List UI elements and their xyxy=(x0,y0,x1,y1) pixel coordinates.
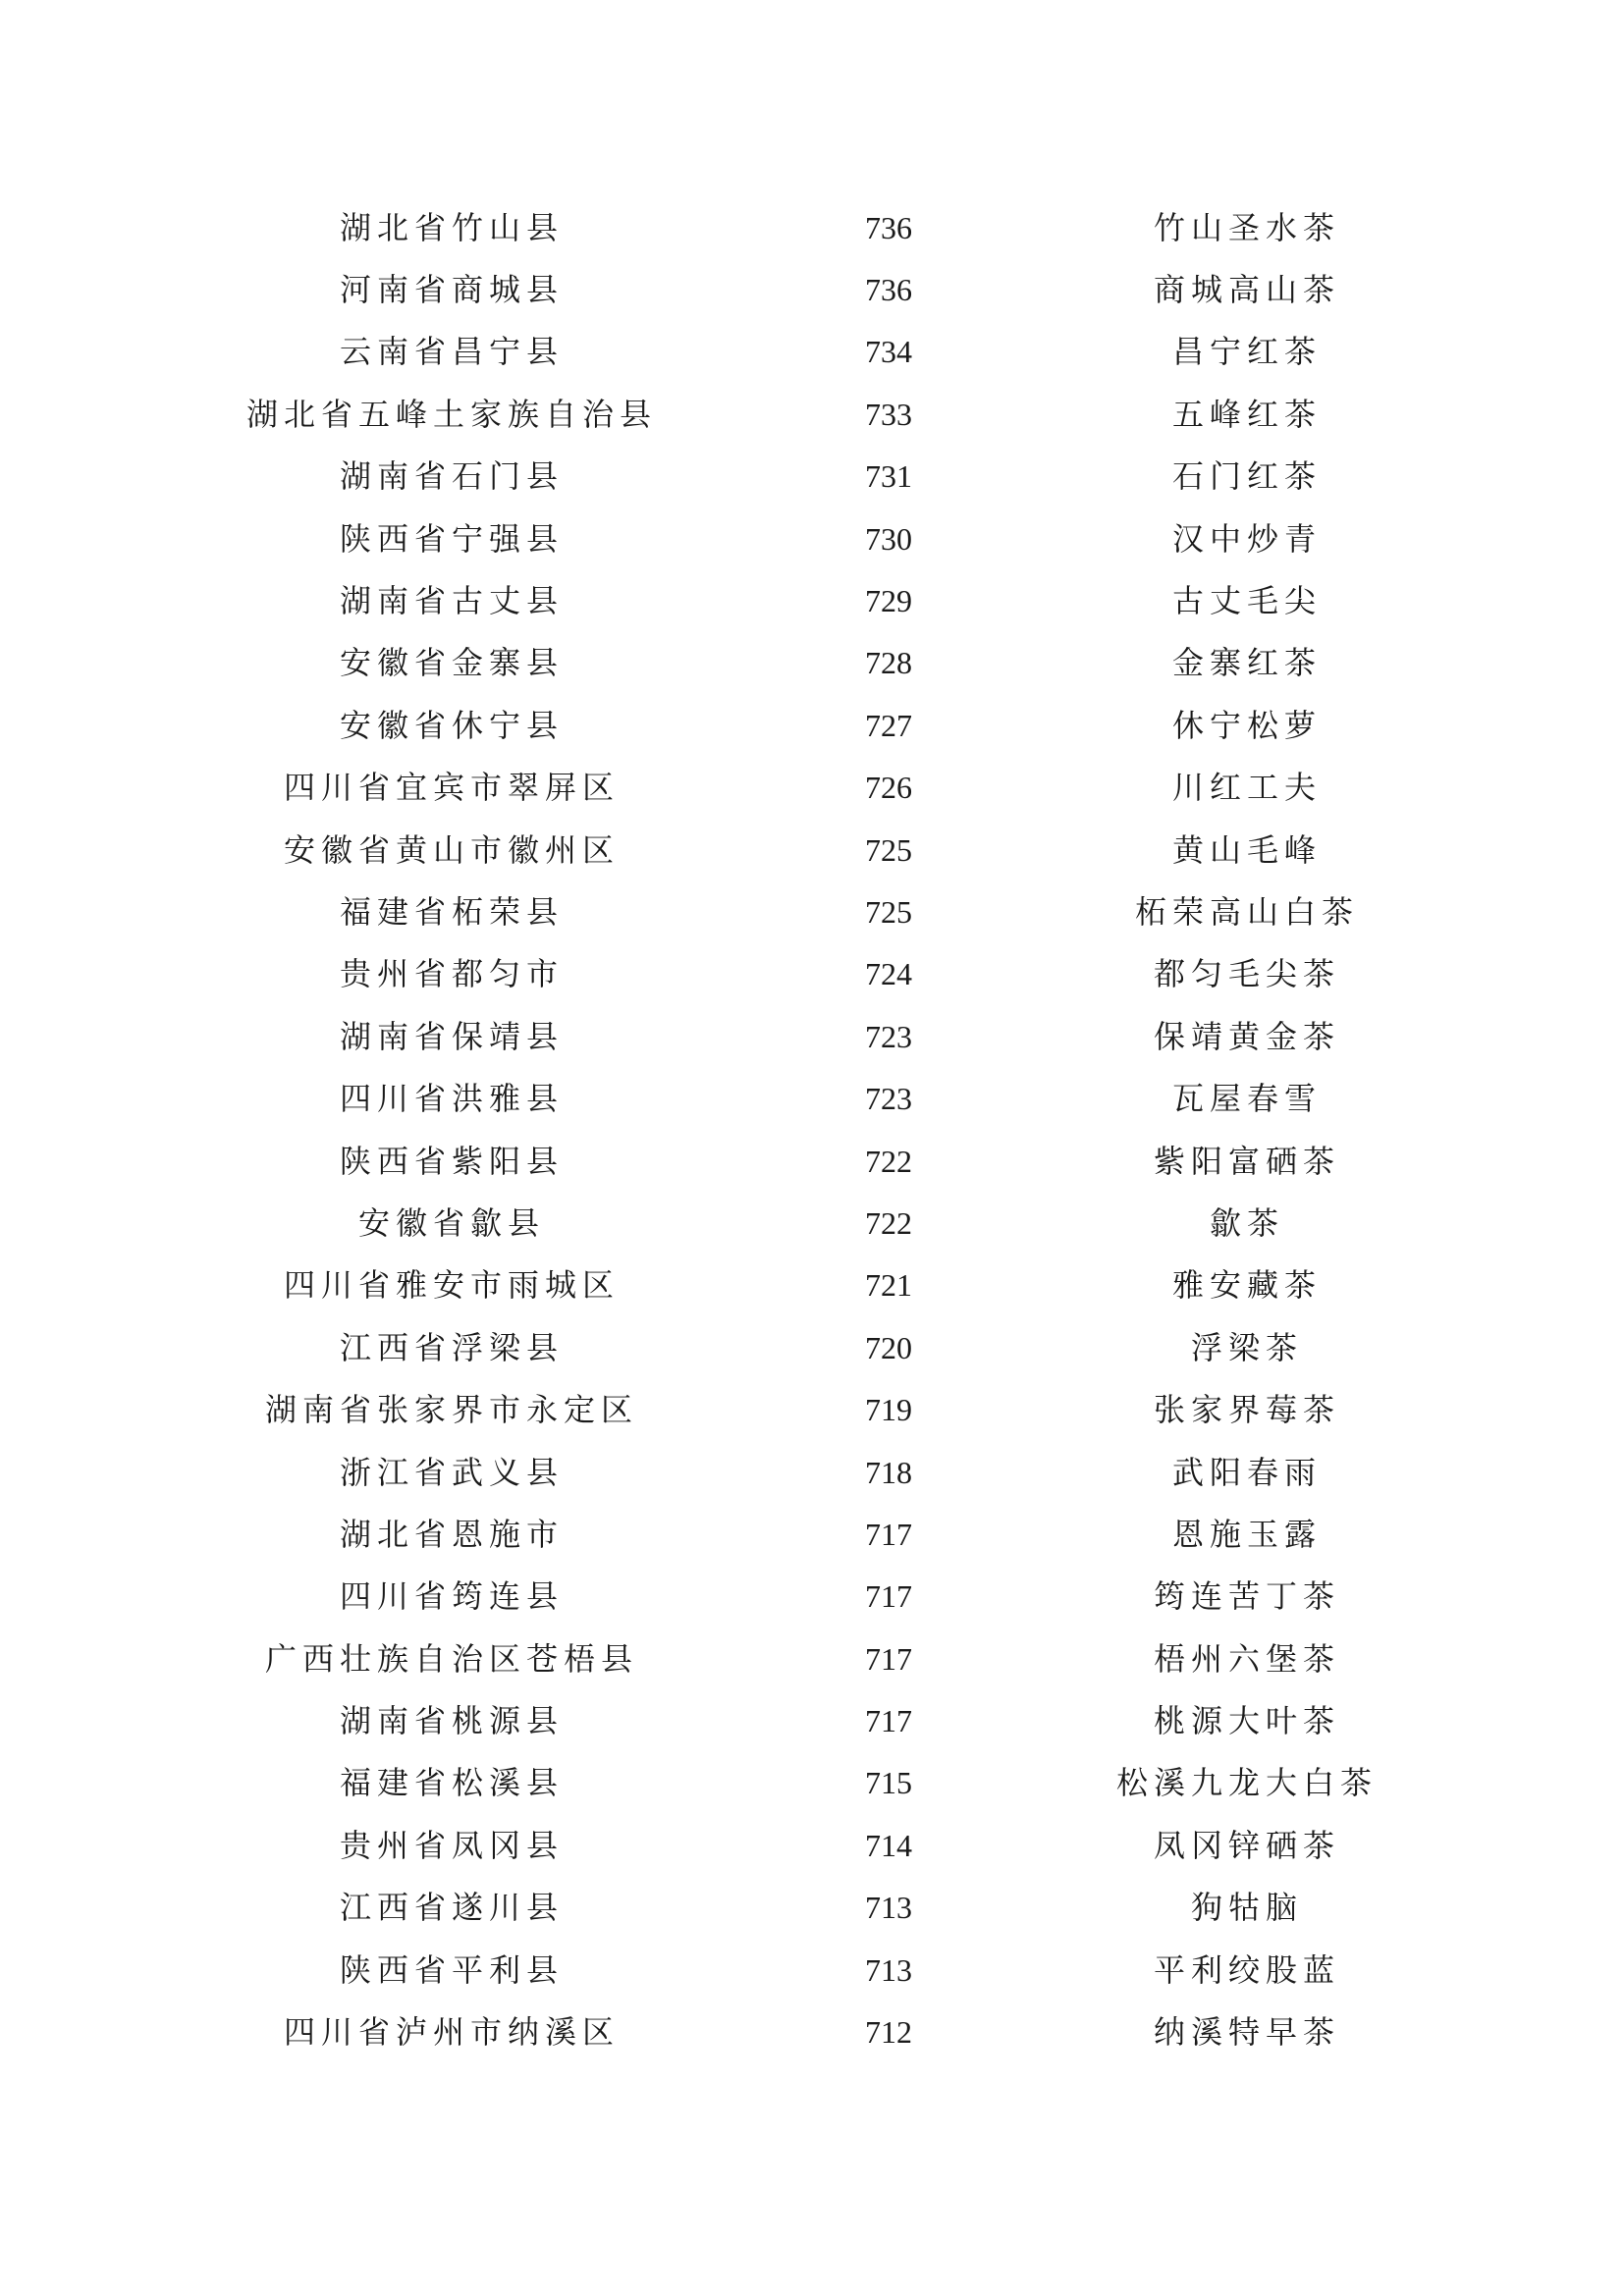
brand-cell: 石门红茶 xyxy=(1171,457,1322,496)
region-cell: 贵州省凤冈县 xyxy=(339,1826,564,1864)
region-cell: 河南省商城县 xyxy=(339,271,564,309)
region-cell: 湖南省保靖县 xyxy=(339,1017,564,1055)
brand-cell: 黄山毛峰 xyxy=(1171,830,1322,869)
region-cell: 湖北省竹山县 xyxy=(339,208,564,246)
table-row xyxy=(236,1877,1384,1939)
region-cell: 安徽省金寨县 xyxy=(339,644,564,682)
score-cell: 717 xyxy=(865,1703,912,1739)
table-row xyxy=(236,1005,1384,1067)
brand-cell: 竹山圣水茶 xyxy=(1153,208,1340,246)
brand-cell: 汉中炒青 xyxy=(1171,519,1322,558)
brand-cell: 筠连苦丁茶 xyxy=(1153,1577,1340,1616)
score-cell: 722 xyxy=(865,1204,912,1241)
region-cell: 贵州省都匀市 xyxy=(339,955,564,993)
region-cell: 四川省泸州市纳溪区 xyxy=(283,2013,620,2052)
table-row xyxy=(236,383,1384,445)
score-cell: 717 xyxy=(865,1640,912,1677)
score-cell: 726 xyxy=(865,770,912,806)
table-row xyxy=(236,1503,1384,1565)
brand-cell: 武阳春雨 xyxy=(1171,1453,1322,1491)
score-cell: 729 xyxy=(865,583,912,619)
score-cell: 712 xyxy=(865,2014,912,2051)
brand-cell: 平利绞股蓝 xyxy=(1153,1950,1340,1989)
brand-cell: 纳溪特早茶 xyxy=(1153,2013,1340,2052)
score-cell: 717 xyxy=(865,1516,912,1552)
score-cell: 713 xyxy=(865,1890,912,1926)
region-cell: 安徽省歙县 xyxy=(357,1203,545,1242)
table-row xyxy=(236,507,1384,569)
table-row xyxy=(236,1939,1384,2001)
score-cell: 717 xyxy=(865,1578,912,1615)
table-row xyxy=(236,1689,1384,1751)
score-cell: 715 xyxy=(865,1765,912,1801)
table-row xyxy=(236,446,1384,507)
region-cell: 湖南省石门县 xyxy=(339,457,564,496)
brand-cell: 张家界莓茶 xyxy=(1153,1391,1340,1429)
table-row xyxy=(236,632,1384,694)
score-cell: 727 xyxy=(865,707,912,743)
table-row xyxy=(236,819,1384,881)
score-cell: 734 xyxy=(865,334,912,370)
region-cell: 江西省遂川县 xyxy=(339,1889,564,1927)
table-row xyxy=(236,943,1384,1005)
brand-cell: 川红工夫 xyxy=(1171,769,1322,807)
brand-cell: 雅安藏茶 xyxy=(1171,1266,1322,1305)
brand-cell: 歙茶 xyxy=(1209,1203,1284,1242)
region-cell: 陕西省宁强县 xyxy=(339,519,564,558)
table-row xyxy=(236,694,1384,756)
score-cell: 724 xyxy=(865,956,912,992)
region-cell: 四川省宜宾市翠屏区 xyxy=(283,769,620,807)
region-cell: 广西壮族自治区苍梧县 xyxy=(264,1639,638,1678)
brand-cell: 浮梁茶 xyxy=(1190,1328,1303,1366)
region-cell: 湖南省张家界市永定区 xyxy=(264,1391,638,1429)
table-row xyxy=(236,1316,1384,1378)
score-cell: 713 xyxy=(865,1951,912,1988)
region-cell: 四川省洪雅县 xyxy=(339,1080,564,1118)
table-row xyxy=(236,1067,1384,1129)
score-cell: 733 xyxy=(865,396,912,432)
score-cell: 719 xyxy=(865,1392,912,1428)
brand-cell: 凤冈锌硒茶 xyxy=(1153,1826,1340,1864)
brand-cell: 保靖黄金茶 xyxy=(1153,1017,1340,1055)
score-cell: 723 xyxy=(865,1081,912,1117)
region-cell: 四川省雅安市雨城区 xyxy=(283,1266,620,1305)
table-row xyxy=(236,1752,1384,1814)
table-row xyxy=(236,321,1384,383)
region-cell: 湖南省古丈县 xyxy=(339,582,564,620)
region-cell: 陕西省紫阳县 xyxy=(339,1142,564,1180)
table-row xyxy=(236,1566,1384,1628)
brand-cell: 桃源大叶茶 xyxy=(1153,1702,1340,1740)
region-cell: 湖北省五峰土家族自治县 xyxy=(245,395,657,433)
brand-cell: 昌宁红茶 xyxy=(1171,333,1322,371)
brand-cell: 恩施玉露 xyxy=(1171,1515,1322,1553)
brand-cell: 都匀毛尖茶 xyxy=(1153,955,1340,993)
table-row xyxy=(236,2001,1384,2062)
table-row xyxy=(236,1192,1384,1254)
brand-cell: 金寨红茶 xyxy=(1171,644,1322,682)
brand-cell: 五峰红茶 xyxy=(1171,395,1322,433)
score-cell: 730 xyxy=(865,520,912,557)
table-row xyxy=(236,757,1384,819)
table-row xyxy=(236,1130,1384,1192)
ranking-table xyxy=(236,196,1384,2063)
score-cell: 736 xyxy=(865,272,912,308)
table-row xyxy=(236,1814,1384,1876)
brand-cell: 商城高山茶 xyxy=(1153,271,1340,309)
table-row xyxy=(236,1378,1384,1440)
brand-cell: 柘荣高山白茶 xyxy=(1134,892,1359,931)
brand-cell: 瓦屋春雪 xyxy=(1171,1080,1322,1118)
score-cell: 718 xyxy=(865,1454,912,1490)
score-cell: 723 xyxy=(865,1018,912,1054)
brand-cell: 休宁松萝 xyxy=(1171,706,1322,744)
region-cell: 江西省浮梁县 xyxy=(339,1328,564,1366)
score-cell: 722 xyxy=(865,1143,912,1179)
region-cell: 福建省松溪县 xyxy=(339,1764,564,1802)
region-cell: 四川省筠连县 xyxy=(339,1577,564,1616)
region-cell: 陕西省平利县 xyxy=(339,1950,564,1989)
brand-cell: 松溪九龙大白茶 xyxy=(1115,1764,1378,1802)
table-row xyxy=(236,1628,1384,1689)
score-cell: 725 xyxy=(865,893,912,930)
region-cell: 湖南省桃源县 xyxy=(339,1702,564,1740)
score-cell: 720 xyxy=(865,1329,912,1365)
region-cell: 云南省昌宁县 xyxy=(339,333,564,371)
table-row xyxy=(236,1255,1384,1316)
table-row xyxy=(236,569,1384,631)
table-row xyxy=(236,196,1384,258)
score-cell: 714 xyxy=(865,1827,912,1863)
region-cell: 安徽省黄山市徽州区 xyxy=(283,830,620,869)
table-row xyxy=(236,1441,1384,1503)
score-cell: 731 xyxy=(865,458,912,495)
brand-cell: 梧州六堡茶 xyxy=(1153,1639,1340,1678)
score-cell: 736 xyxy=(865,209,912,245)
score-cell: 725 xyxy=(865,831,912,868)
region-cell: 湖北省恩施市 xyxy=(339,1515,564,1553)
table-row xyxy=(236,881,1384,942)
brand-cell: 紫阳富硒茶 xyxy=(1153,1142,1340,1180)
score-cell: 728 xyxy=(865,645,912,681)
region-cell: 安徽省休宁县 xyxy=(339,706,564,744)
score-cell: 721 xyxy=(865,1267,912,1304)
table-row xyxy=(236,258,1384,320)
brand-cell: 古丈毛尖 xyxy=(1171,582,1322,620)
brand-cell: 狗牯脑 xyxy=(1190,1889,1303,1927)
region-cell: 浙江省武义县 xyxy=(339,1453,564,1491)
region-cell: 福建省柘荣县 xyxy=(339,892,564,931)
